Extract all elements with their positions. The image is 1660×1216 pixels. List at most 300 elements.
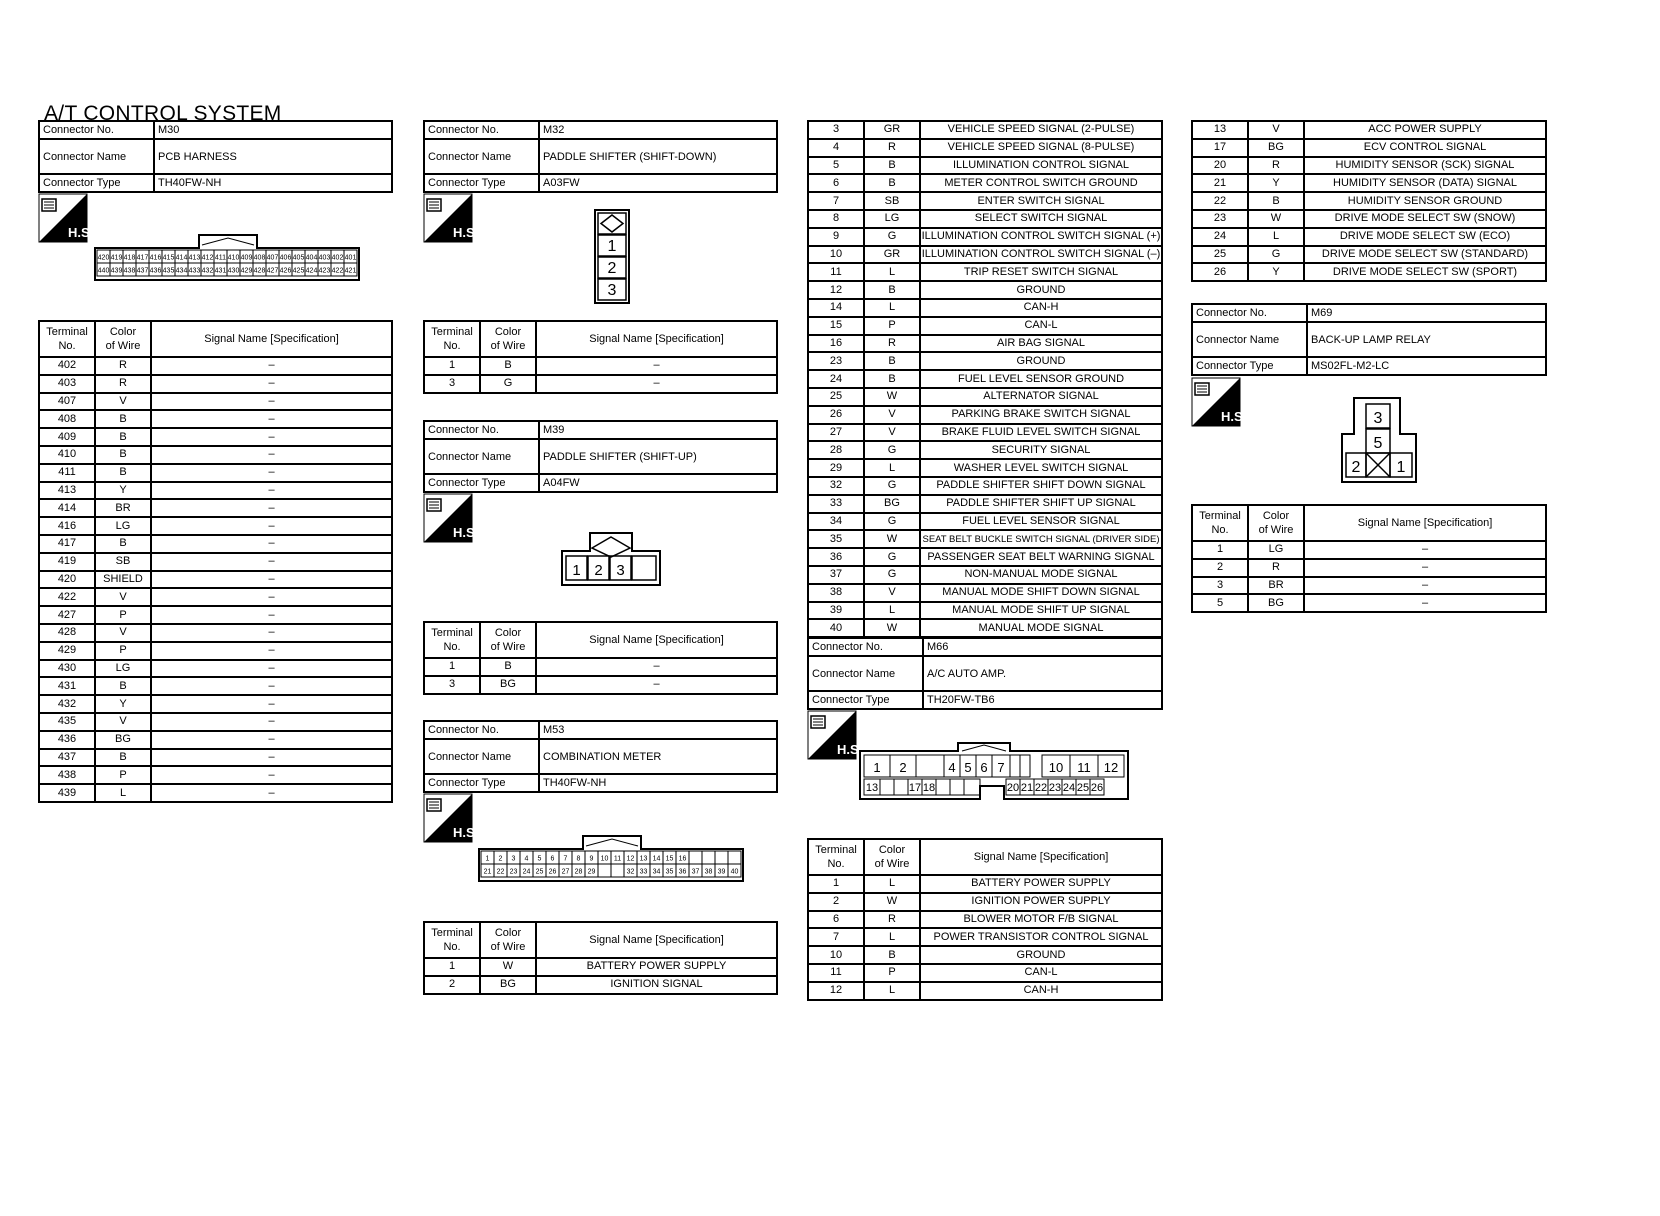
signal-table-m53 (423, 921, 778, 995)
terminal-cell: 407 (39, 393, 95, 411)
terminal-cell: 2 (808, 893, 864, 911)
terminal-cell: 6 (808, 911, 864, 929)
wire-color-cell: R (95, 357, 151, 375)
table-row (39, 731, 392, 749)
pin-label: 401 (344, 254, 357, 262)
pin-label: 428 (253, 267, 266, 275)
signal-name-cell: CAN-L (920, 317, 1162, 335)
table-row (39, 784, 392, 802)
terminal-cell: 26 (808, 406, 864, 424)
pin-label: 24 (1062, 782, 1076, 794)
wire-color-cell: BG (1248, 594, 1304, 612)
hs-icon (423, 793, 479, 843)
wire-color-cell: BG (864, 495, 920, 513)
terminal-cell: 11 (808, 263, 864, 281)
terminal-cell: 38 (808, 584, 864, 602)
wire-color-cell: V (864, 406, 920, 424)
connector-face-m69 (1338, 396, 1420, 486)
terminal-cell: 1 (424, 357, 480, 375)
connector-info-m69 (1191, 303, 1547, 376)
wire-color-cell: R (95, 375, 151, 393)
terminal-cell: 428 (39, 624, 95, 642)
connector-name-value: PADDLE SHIFTER (SHIFT-UP) (539, 439, 777, 474)
connector-no-value: M69 (1307, 304, 1546, 322)
terminal-cell: 34 (808, 513, 864, 531)
wire-color-cell: G (480, 375, 536, 393)
table-row (39, 482, 392, 500)
terminal-cell: 439 (39, 784, 95, 802)
table-row (808, 548, 1162, 566)
table-header (424, 321, 777, 357)
connector-face-m66 (858, 741, 1132, 803)
wire-color-cell: W (864, 893, 920, 911)
pin-label: 5 (964, 760, 972, 775)
pin-label: 6 (980, 760, 988, 775)
terminal-cell: 10 (808, 946, 864, 964)
terminal-cell: 2 (1192, 559, 1248, 577)
wire-color-cell: V (864, 424, 920, 442)
pin-cell (880, 779, 894, 795)
wire-color-cell: B (864, 352, 920, 370)
signal-name-cell: MANUAL MODE SIGNAL (920, 619, 1162, 637)
pin-label: 17 (908, 782, 922, 794)
pin-label: 433 (188, 267, 201, 275)
wire-color-cell: SB (864, 192, 920, 210)
terminal-cell: 1 (424, 658, 480, 676)
pin-label: 1 (607, 238, 617, 255)
terminal-cell: 24 (1192, 228, 1248, 246)
pin-label: 2 (1351, 459, 1361, 476)
hs-label: H.S. (453, 225, 479, 240)
terminal-cell: 2 (424, 976, 480, 994)
pin-label: 13 (865, 782, 879, 794)
table-row (39, 517, 392, 535)
signal-table-m30 (38, 320, 393, 803)
signal-name-cell: – (536, 676, 777, 694)
terminal-cell: 422 (39, 588, 95, 606)
wire-color-cell: W (864, 388, 920, 406)
terminal-cell: 12 (808, 281, 864, 299)
connector-info-m30 (38, 120, 393, 193)
wire-color-cell: P (95, 766, 151, 784)
table-row (808, 228, 1162, 246)
table-row (808, 174, 1162, 192)
pin-label: 22 (496, 868, 505, 876)
signal-name-cell: – (151, 571, 392, 589)
label-connector-type: Connector Type (424, 774, 539, 792)
wire-color-cell: GR (864, 121, 920, 139)
wire-color-cell: V (95, 624, 151, 642)
pin-label: 9 (589, 855, 594, 863)
connector-name-value: A/C AUTO AMP. (923, 656, 1162, 691)
connector-name-value: COMBINATION METER (539, 739, 777, 774)
wire-color-cell: P (864, 317, 920, 335)
signal-name-cell: – (151, 428, 392, 446)
pin-label: 29 (587, 868, 596, 876)
table-row (39, 357, 392, 375)
pin-label: 431 (214, 267, 227, 275)
pin-label: 3 (1373, 410, 1383, 427)
table-row (39, 535, 392, 553)
signal-name-cell: ILLUMINATION CONTROL SIGNAL (920, 157, 1162, 175)
terminal-cell: 33 (808, 495, 864, 513)
pin-cell (1020, 755, 1030, 777)
pin-label: 20 (1006, 782, 1020, 794)
table-row (39, 749, 392, 767)
pin-cell (936, 779, 950, 795)
pin-label: 23 (509, 868, 518, 876)
page-title: A/T CONTROL SYSTEM (44, 102, 282, 125)
terminal-cell: 25 (1192, 246, 1248, 264)
signal-table-m69 (1191, 504, 1547, 613)
table-row (808, 893, 1162, 911)
terminal-cell: 3 (808, 121, 864, 139)
color-header: Color of Wire (95, 321, 151, 357)
pin-label: 37 (691, 868, 700, 876)
wire-color-cell: B (864, 174, 920, 192)
terminal-cell: 3 (424, 375, 480, 393)
signal-table-m32 (423, 320, 778, 394)
wire-color-cell: G (864, 441, 920, 459)
connector-info-m39 (423, 420, 778, 493)
pin-label: 402 (331, 254, 344, 262)
wire-color-cell: B (864, 281, 920, 299)
wire-color-cell: V (95, 588, 151, 606)
signal-name-cell: – (151, 624, 392, 642)
signal-name-cell: – (151, 517, 392, 535)
pin-label: 426 (279, 267, 292, 275)
pin-label: 423 (318, 267, 331, 275)
label-connector-type: Connector Type (1192, 357, 1307, 375)
terminal-cell: 1 (808, 875, 864, 893)
wire-color-cell: L (864, 263, 920, 281)
table-row (424, 375, 777, 393)
pin-cell (728, 851, 741, 864)
pin-label: 26 (1090, 782, 1104, 794)
pin-label: 436 (149, 267, 162, 275)
table-row (1192, 228, 1546, 246)
signal-name-cell: CAN-H (920, 982, 1162, 1000)
table-row (808, 982, 1162, 1000)
signal-name-cell: CAN-H (920, 299, 1162, 317)
signal-name-cell: – (151, 535, 392, 553)
pin-cell (598, 864, 611, 877)
hs-label: H.S. (837, 742, 863, 757)
signal-name-cell: ACC POWER SUPPLY (1304, 121, 1546, 139)
wire-color-cell: LG (95, 660, 151, 678)
pin-label: 405 (292, 254, 305, 262)
hs-icon (38, 193, 94, 243)
terminal-cell: 7 (808, 192, 864, 210)
table-row (39, 499, 392, 517)
table-row (808, 157, 1162, 175)
wire-color-cell: R (1248, 559, 1304, 577)
signal-name-cell: POWER TRANSISTOR CONTROL SIGNAL (920, 928, 1162, 946)
signal-name-cell: – (151, 393, 392, 411)
signal-name-cell: HUMIDITY SENSOR (SCK) SIGNAL (1304, 157, 1546, 175)
signal-name-cell: ALTERNATOR SIGNAL (920, 388, 1162, 406)
table-row (1192, 139, 1546, 157)
terminal-cell: 408 (39, 410, 95, 428)
connector-name-value: BACK-UP LAMP RELAY (1307, 322, 1546, 357)
pin-label: 437 (136, 267, 149, 275)
terminal-cell: 29 (808, 459, 864, 477)
terminal-cell: 417 (39, 535, 95, 553)
pin-label: 411 (214, 254, 227, 262)
hs-icon (423, 493, 479, 543)
signal-name-cell: – (151, 499, 392, 517)
terminal-cell: 35 (808, 530, 864, 548)
table-row (808, 281, 1162, 299)
signal-name-cell: METER CONTROL SWITCH GROUND (920, 174, 1162, 192)
wire-color-cell: W (864, 530, 920, 548)
wire-color-cell: L (1248, 228, 1304, 246)
pin-label: 1 (485, 855, 490, 863)
signal-name-cell: HUMIDITY SENSOR GROUND (1304, 192, 1546, 210)
terminal-cell: 403 (39, 375, 95, 393)
connector-type-value: A04FW (539, 474, 777, 492)
connector-name-value: PCB HARNESS (154, 139, 392, 174)
pin-label: 424 (305, 267, 318, 275)
wire-color-cell: R (864, 139, 920, 157)
wire-color-cell: W (480, 958, 536, 976)
table-header (808, 839, 1162, 875)
terminal-cell: 416 (39, 517, 95, 535)
signal-name-cell: – (151, 642, 392, 660)
pin-cell (1010, 755, 1020, 777)
terminal-cell: 411 (39, 464, 95, 482)
signal-table-m66-continued (1191, 120, 1547, 282)
connector-no-value: M66 (923, 638, 1162, 656)
signal-name-cell: – (151, 482, 392, 500)
pin-label: 36 (678, 868, 687, 876)
table-row (808, 964, 1162, 982)
wire-color-cell: B (95, 677, 151, 695)
signal-name-cell: – (151, 410, 392, 428)
signal-name-cell: MANUAL MODE SHIFT DOWN SIGNAL (920, 584, 1162, 602)
pin-label: 1 (1396, 459, 1406, 476)
label-connector-type: Connector Type (808, 691, 923, 709)
wire-color-cell: W (864, 619, 920, 637)
wire-color-cell: SB (95, 553, 151, 571)
signal-name-cell: – (151, 606, 392, 624)
hs-label: H.S. (68, 225, 94, 240)
label-connector-no: Connector No. (808, 638, 923, 656)
terminal-cell: 17 (1192, 139, 1248, 157)
wire-color-cell: BR (1248, 577, 1304, 595)
pin-label: 22 (1034, 782, 1048, 794)
wire-color-cell: SHIELD (95, 571, 151, 589)
terminal-cell: 39 (808, 602, 864, 620)
terminal-cell: 13 (1192, 121, 1248, 139)
hs-label: H.S. (453, 825, 479, 840)
pin-label: 3 (511, 855, 516, 863)
table-row (808, 928, 1162, 946)
table-row (808, 619, 1162, 637)
pin-label: 32 (626, 868, 635, 876)
label-connector-no: Connector No. (424, 721, 539, 739)
signal-name-cell: ILLUMINATION CONTROL SWITCH SIGNAL (+) (920, 228, 1162, 246)
pin-label: 439 (110, 267, 123, 275)
wire-color-cell: R (864, 335, 920, 353)
table-row (808, 566, 1162, 584)
table-row (39, 428, 392, 446)
terminal-cell: 402 (39, 357, 95, 375)
table-row (808, 459, 1162, 477)
terminal-cell: 430 (39, 660, 95, 678)
table-row (808, 946, 1162, 964)
connector-info-m32 (423, 120, 778, 193)
terminal-cell: 5 (808, 157, 864, 175)
wire-color-cell: LG (1248, 541, 1304, 559)
pin-label: 403 (318, 254, 331, 262)
signal-name-cell: PADDLE SHIFTER SHIFT DOWN SIGNAL (920, 477, 1162, 495)
pin-cell (894, 779, 908, 795)
table-row (1192, 157, 1546, 175)
pin-label: 16 (678, 855, 687, 863)
terminal-header: Terminal No. (808, 839, 864, 875)
table-row (1192, 210, 1546, 228)
terminal-cell: 8 (808, 210, 864, 228)
terminal-cell: 36 (808, 548, 864, 566)
signal-table-m39 (423, 621, 778, 695)
wire-color-cell: P (95, 606, 151, 624)
signal-name-cell: FUEL LEVEL SENSOR GROUND (920, 370, 1162, 388)
signal-header: Signal Name [Specification] (920, 839, 1162, 875)
table-row (39, 588, 392, 606)
signal-name-cell: PARKING BRAKE SWITCH SIGNAL (920, 406, 1162, 424)
pin-label: 5 (537, 855, 542, 863)
table-header (424, 622, 777, 658)
table-row (39, 375, 392, 393)
signal-name-cell: ECV CONTROL SIGNAL (1304, 139, 1546, 157)
connector-face-m32 (594, 209, 630, 305)
pin-cell (689, 851, 702, 864)
terminal-cell: 1 (1192, 541, 1248, 559)
pin-label: 24 (522, 868, 531, 876)
signal-name-cell: – (151, 357, 392, 375)
wire-color-cell: B (864, 946, 920, 964)
pin-label: 21 (1020, 782, 1034, 794)
wire-color-cell: B (1248, 192, 1304, 210)
signal-name-cell: – (151, 677, 392, 695)
wire-color-cell: B (480, 357, 536, 375)
table-row (1192, 263, 1546, 281)
signal-name-cell: – (151, 713, 392, 731)
connector-face-m39 (560, 531, 662, 587)
wire-color-cell: L (864, 459, 920, 477)
table-row (39, 571, 392, 589)
table-row (808, 602, 1162, 620)
wire-color-cell: Y (1248, 174, 1304, 192)
pin-cell (964, 779, 980, 795)
pin-label: 23 (1048, 782, 1062, 794)
pin-label: 8 (576, 855, 581, 863)
table-row (808, 299, 1162, 317)
terminal-header: Terminal No. (424, 922, 480, 958)
terminal-cell: 438 (39, 766, 95, 784)
table-row (808, 352, 1162, 370)
table-row (1192, 541, 1546, 559)
terminal-cell: 16 (808, 335, 864, 353)
table-row (808, 317, 1162, 335)
terminal-cell: 27 (808, 424, 864, 442)
label-connector-name: Connector Name (424, 439, 539, 474)
pin-cell (916, 755, 944, 777)
signal-name-cell: SELECT SWITCH SIGNAL (920, 210, 1162, 228)
signal-name-cell: DRIVE MODE SELECT SW (SPORT) (1304, 263, 1546, 281)
pin-label: 13 (639, 855, 648, 863)
signal-name-cell: TRIP RESET SWITCH SIGNAL (920, 263, 1162, 281)
pin-label: 3 (607, 282, 617, 299)
pin-label: 404 (305, 254, 318, 262)
wire-color-cell: B (95, 428, 151, 446)
pin-label: 28 (574, 868, 583, 876)
signal-name-cell: – (536, 658, 777, 676)
signal-name-cell: IGNITION POWER SUPPLY (920, 893, 1162, 911)
wire-color-cell: Y (1248, 263, 1304, 281)
pin-label: 15 (665, 855, 674, 863)
label-connector-name: Connector Name (424, 139, 539, 174)
wire-color-cell: BG (480, 976, 536, 994)
connector-type-value: TH40FW-NH (154, 174, 392, 192)
pin-label: 39 (717, 868, 726, 876)
terminal-cell: 409 (39, 428, 95, 446)
terminal-cell: 14 (808, 299, 864, 317)
pin-label: 414 (175, 254, 188, 262)
color-header: Color of Wire (480, 922, 536, 958)
terminal-cell: 429 (39, 642, 95, 660)
wire-color-cell: V (95, 393, 151, 411)
table-row (808, 911, 1162, 929)
table-row (1192, 594, 1546, 612)
signal-header: Signal Name [Specification] (536, 622, 777, 658)
pin-label: 10 (1048, 760, 1064, 775)
wire-color-cell: V (1248, 121, 1304, 139)
wire-color-cell: Y (95, 695, 151, 713)
pin-label: 410 (227, 254, 240, 262)
table-row (1192, 192, 1546, 210)
signal-name-cell: DRIVE MODE SELECT SW (ECO) (1304, 228, 1546, 246)
connector-face-m53 (478, 835, 746, 883)
wire-color-cell: G (864, 477, 920, 495)
terminal-cell: 413 (39, 482, 95, 500)
table-row (808, 495, 1162, 513)
pin-label: 419 (110, 254, 123, 262)
wire-color-cell: B (95, 749, 151, 767)
pin-label: 2 (498, 855, 503, 863)
signal-name-cell: HUMIDITY SENSOR (DATA) SIGNAL (1304, 174, 1546, 192)
pin-label: 420 (97, 254, 110, 262)
terminal-cell: 28 (808, 441, 864, 459)
pin-label: 38 (704, 868, 713, 876)
signal-name-cell: ILLUMINATION CONTROL SWITCH SIGNAL (–) (920, 246, 1162, 264)
signal-name-cell: NON-MANUAL MODE SIGNAL (920, 566, 1162, 584)
pin-label: 21 (483, 868, 492, 876)
terminal-cell: 15 (808, 317, 864, 335)
table-row (424, 658, 777, 676)
terminal-header: Terminal No. (424, 622, 480, 658)
table-row (424, 958, 777, 976)
signal-name-cell: WASHER LEVEL SWITCH SIGNAL (920, 459, 1162, 477)
table-row (808, 263, 1162, 281)
terminal-cell: 21 (1192, 174, 1248, 192)
signal-name-cell: – (151, 464, 392, 482)
wire-color-cell: L (864, 928, 920, 946)
table-row (39, 606, 392, 624)
table-row (808, 335, 1162, 353)
wire-color-cell: BG (95, 731, 151, 749)
